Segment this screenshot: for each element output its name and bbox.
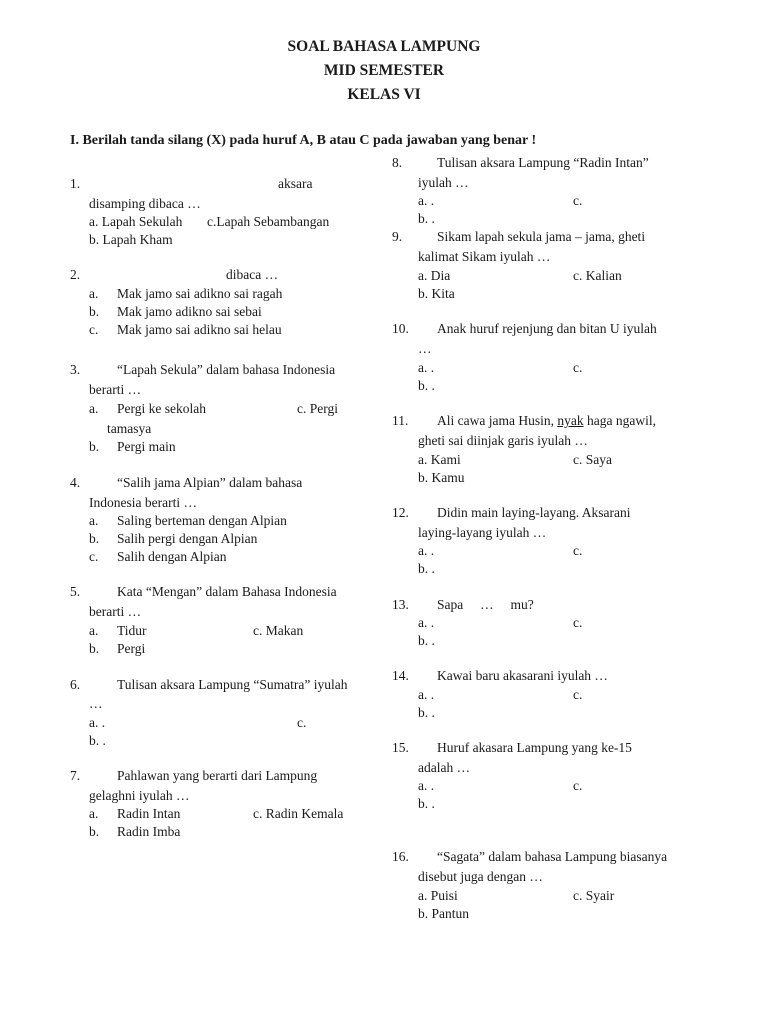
question-text: Sapa … mu? xyxy=(437,597,534,612)
option-c: c. Radin Kemala xyxy=(253,806,344,821)
option-c: c. Saya xyxy=(573,452,612,467)
option-a-label: a. xyxy=(89,623,99,638)
question-text: “Salih jama Alpian” dalam bahasa xyxy=(117,475,303,490)
option-b: Radin Imba xyxy=(117,824,181,839)
option-a: a. Kami xyxy=(418,452,461,467)
option-c: Salih dengan Alpian xyxy=(117,549,227,564)
question-text: Tulisan aksara Lampung “Radin Intan” xyxy=(437,155,649,170)
question-text-cont: adalah … xyxy=(418,760,471,775)
question-text-cont: gheti sai diinjak garis iyulah … xyxy=(418,433,588,448)
option-c-cont: tamasya xyxy=(107,421,152,436)
option-b: Pergi main xyxy=(117,439,176,454)
question-text: Sikam lapah sekula jama – jama, gheti xyxy=(437,229,646,244)
option-c: c. Syair xyxy=(573,888,615,903)
question-number: 5. xyxy=(70,584,81,599)
option-c: c. xyxy=(573,687,583,702)
question-text-cont: disamping dibaca … xyxy=(89,196,201,211)
option-a: a. . xyxy=(418,543,435,558)
question-text-cont: berarti … xyxy=(89,604,142,619)
option-a: a. . xyxy=(418,778,435,793)
option-a-label: a. xyxy=(89,401,99,416)
option-b-label: b. xyxy=(89,439,100,454)
option-b: b. . xyxy=(418,705,435,720)
question-text-post: haga ngawil, xyxy=(583,413,656,428)
option-a-label: a. xyxy=(89,806,99,821)
option-c: c. xyxy=(297,715,307,730)
option-b-label: b. xyxy=(89,304,100,319)
option-c: c. xyxy=(573,543,583,558)
option-a: a. Puisi xyxy=(418,888,458,903)
option-b: b. Pantun xyxy=(418,906,470,921)
option-a: a. . xyxy=(418,193,435,208)
option-b: b. . xyxy=(89,733,106,748)
question-text: Huruf akasara Lampung yang ke-15 xyxy=(437,740,632,755)
option-a: a. . xyxy=(418,360,435,375)
question-number: 8. xyxy=(392,155,403,170)
option-c-label: c. xyxy=(89,322,99,337)
option-a: Pergi ke sekolah xyxy=(117,401,206,416)
question-text-cont: disebut juga dengan … xyxy=(418,869,543,884)
question-text-cont: … xyxy=(89,696,103,711)
question-number: 16. xyxy=(392,849,409,864)
option-a: a. Dia xyxy=(418,268,451,283)
option-c: c. Kalian xyxy=(573,268,622,283)
option-b: b. . xyxy=(418,633,435,648)
document-title: SOAL BAHASA LAMPUNG xyxy=(287,38,481,55)
question-number: 9. xyxy=(392,229,403,244)
question-number: 3. xyxy=(70,362,81,377)
question-text: “Sagata” dalam bahasa Lampung biasanya xyxy=(437,849,668,864)
option-a: a. . xyxy=(418,615,435,630)
question-number: 13. xyxy=(392,597,409,612)
option-c: c. xyxy=(573,360,583,375)
instruction-text: I. Berilah tanda silang (X) pada huruf A, B atau C pada jawaban yang benar ! xyxy=(70,133,537,148)
question-text: Kata “Mengan” dalam Bahasa Indonesia xyxy=(117,584,337,599)
option-c: c. xyxy=(573,193,583,208)
question-number: 4. xyxy=(70,475,81,490)
question-text: “Lapah Sekula” dalam bahasa Indonesia xyxy=(117,362,336,377)
option-b: b. Kamu xyxy=(418,470,465,485)
question-text: Didin main laying-layang. Aksarani xyxy=(437,505,631,520)
question-number: 7. xyxy=(70,768,81,783)
option-a: a. Lapah Sekulah xyxy=(89,214,183,229)
question-number: 15. xyxy=(392,740,409,755)
question-text: aksara xyxy=(278,176,313,191)
option-c: c.Lapah Sebambangan xyxy=(207,214,330,229)
option-c: Mak jamo sai adikno sai helau xyxy=(117,322,282,337)
question-number: 12. xyxy=(392,505,409,520)
question-text xyxy=(437,412,656,430)
option-a: a. . xyxy=(89,715,106,730)
option-b-label: b. xyxy=(89,641,100,656)
option-c-label: c. xyxy=(89,549,99,564)
question-text: Kawai baru akasarani iyulah … xyxy=(437,668,608,683)
option-c: c. xyxy=(573,615,583,630)
option-a-label: a. xyxy=(89,513,99,528)
option-b-label: b. xyxy=(89,824,100,839)
option-a: Tidur xyxy=(117,623,147,638)
question-text-cont: Indonesia berarti … xyxy=(89,495,197,510)
question-text-cont: … xyxy=(418,341,432,356)
option-b-label: b. xyxy=(89,531,100,546)
document-subtitle: MID SEMESTER xyxy=(323,62,445,79)
question-number: 11. xyxy=(392,413,409,428)
option-c: c. Pergi xyxy=(297,401,338,416)
question-text-cont: kalimat Sikam iyulah … xyxy=(418,249,551,264)
question-text-cont: laying-layang iyulah … xyxy=(418,525,547,540)
option-b: b. Lapah Kham xyxy=(89,232,173,247)
question-number: 2. xyxy=(70,267,81,282)
option-a: Mak jamo sai adikno sai ragah xyxy=(117,286,283,301)
option-c: c. xyxy=(573,778,583,793)
option-b: Pergi xyxy=(117,641,146,656)
question-number: 10. xyxy=(392,321,409,336)
option-a: Radin Intan xyxy=(117,806,181,821)
option-c: c. Makan xyxy=(253,623,304,638)
option-b: b. . xyxy=(418,378,435,393)
question-number: 14. xyxy=(392,668,409,683)
question-text-cont: iyulah … xyxy=(418,175,469,190)
question-number: 6. xyxy=(70,677,81,692)
option-b: b. Kita xyxy=(418,286,455,301)
option-b: Mak jamo adikno sai sebai xyxy=(117,304,262,319)
question-number: 1. xyxy=(70,176,81,191)
option-b: b. . xyxy=(418,796,435,811)
option-b: b. . xyxy=(418,211,435,226)
option-a: Saling berteman dengan Alpian xyxy=(117,513,287,528)
option-b: b. . xyxy=(418,561,435,576)
option-a-label: a. xyxy=(89,286,99,301)
question-text-cont: berarti … xyxy=(89,382,142,397)
question-text: Pahlawan yang berarti dari Lampung xyxy=(117,768,318,783)
question-text-pre: Ali cawa jama Husin, xyxy=(437,413,558,428)
question-text-cont: gelaghni iyulah … xyxy=(89,788,190,803)
option-a: a. . xyxy=(418,687,435,702)
document-class: KELAS VI xyxy=(347,86,421,103)
question-text: dibaca … xyxy=(226,267,279,282)
option-b: Salih pergi dengan Alpian xyxy=(117,531,258,546)
question-text: Tulisan aksara Lampung “Sumatra” iyulah xyxy=(117,677,348,692)
underlined-word: nyak xyxy=(557,413,584,428)
question-text: Anak huruf rejenjung dan bitan U iyulah xyxy=(437,321,657,336)
